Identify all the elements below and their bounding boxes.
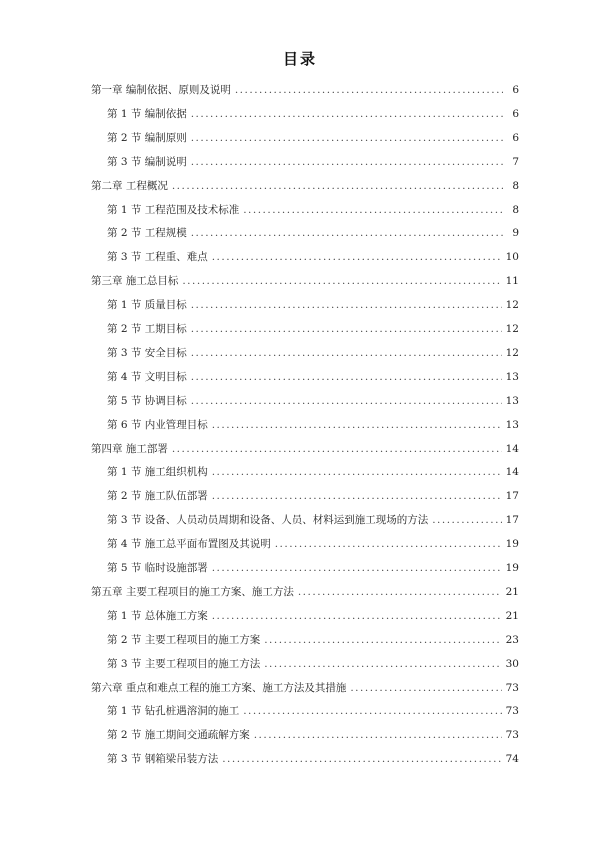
- toc-leader-dots: [212, 560, 502, 576]
- toc-section-entry[interactable]: [107, 393, 519, 409]
- toc-page-number: 6: [512, 131, 519, 144]
- toc-section-entry[interactable]: [107, 703, 519, 719]
- toc-section-entry[interactable]: [107, 106, 519, 122]
- toc-chapter-entry[interactable]: [91, 273, 519, 289]
- toc-leader-dots: [191, 154, 503, 170]
- toc-section-entry[interactable]: [107, 154, 519, 170]
- toc-entry-label: 第 1 节 编制依据: [107, 107, 187, 120]
- toc-leader-dots: [212, 608, 502, 624]
- toc-page-number: 73: [505, 705, 519, 718]
- toc-leader-dots: [191, 130, 503, 146]
- toc-section-entry[interactable]: [107, 751, 519, 767]
- toc-entry-label: 第 2 节 施工期间交通疏解方案: [107, 729, 250, 742]
- toc-leader-dots: [191, 297, 502, 313]
- toc-leader-dots: [191, 106, 503, 122]
- toc-page-number: 9: [512, 227, 519, 240]
- toc-page-number: 74: [505, 753, 519, 766]
- toc-chapter-entry[interactable]: [91, 178, 519, 194]
- toc-section-entry[interactable]: [107, 369, 519, 385]
- toc-page-number: 21: [505, 585, 519, 598]
- toc-entry-label: 第六章 重点和难点工程的施工方案、施工方法及其措施: [91, 681, 347, 694]
- toc-leader-dots: [212, 249, 502, 265]
- toc-leader-dots: [191, 369, 502, 385]
- toc-chapter-entry[interactable]: [91, 584, 519, 600]
- toc-section-entry[interactable]: [107, 656, 519, 672]
- toc-leader-dots: [172, 441, 502, 457]
- toc-section-entry[interactable]: [107, 417, 519, 433]
- toc-page-number: 6: [512, 107, 519, 120]
- toc-entry-label: 第 4 节 文明目标: [107, 370, 187, 383]
- toc-entry-label: 第五章 主要工程项目的施工方案、施工方法: [91, 585, 294, 598]
- toc-page-number: 73: [505, 681, 519, 694]
- toc-entry-label: 第 3 节 钢箱梁吊装方法: [107, 753, 219, 766]
- toc-leader-dots: [212, 464, 502, 480]
- toc-leader-dots: [235, 82, 503, 98]
- toc-chapter-entry[interactable]: [91, 82, 519, 98]
- toc-page-number: 12: [505, 323, 519, 335]
- toc-section-entry[interactable]: [107, 536, 519, 552]
- toc-leader-dots: [191, 393, 502, 409]
- toc-entry-label: 第 3 节 主要工程项目的施工方法: [107, 657, 261, 670]
- toc-entry-label: 第 3 节 编制说明: [107, 155, 187, 168]
- toc-leader-dots: [191, 225, 503, 241]
- toc-page-number: 12: [505, 299, 519, 312]
- toc-page-number: 7: [512, 155, 519, 168]
- toc-page-number: 17: [505, 514, 519, 527]
- toc-leader-dots: [182, 273, 501, 289]
- toc-entry-label: 第 1 节 总体施工方案: [107, 609, 208, 622]
- toc-leader-dots: [191, 345, 502, 361]
- toc-section-entry[interactable]: [107, 560, 519, 576]
- toc-section-entry[interactable]: [107, 488, 519, 504]
- toc-entry-label: 第 3 节 工程重、难点: [107, 251, 208, 264]
- toc-section-entry[interactable]: [107, 464, 519, 480]
- toc-page-number: 8: [512, 203, 519, 216]
- toc-leader-dots: [243, 202, 503, 218]
- toc-entry-label: 第 6 节 内业管理目标: [107, 418, 208, 431]
- toc-leader-dots: [243, 703, 501, 719]
- toc-page-number: 12: [505, 346, 519, 359]
- toc-page-number: 21: [505, 609, 519, 622]
- toc-entry-label: 第 5 节 协调目标: [107, 394, 187, 407]
- toc-page-number: 11: [505, 275, 519, 288]
- toc-leader-dots: [191, 321, 502, 337]
- toc-entry-label: 第 3 节 安全目标: [107, 346, 187, 359]
- toc-entry-label: 第二章 工程概况: [91, 179, 168, 192]
- toc-entry-label: 第一章 编制依据、原则及说明: [91, 84, 231, 96]
- toc-entry-label: 第 2 节 施工队伍部署: [107, 490, 208, 503]
- toc-section-entry[interactable]: [107, 249, 519, 265]
- toc-entry-label: 第三章 施工总目标: [91, 275, 179, 288]
- toc-entry-label: 第 5 节 临时设施部署: [107, 562, 208, 574]
- page-title: 目录: [282, 50, 317, 68]
- toc-page-number: 14: [505, 466, 519, 479]
- toc-section-entry[interactable]: [107, 608, 519, 624]
- toc-chapter-entry[interactable]: [91, 441, 519, 457]
- toc-chapter-entry[interactable]: [91, 680, 519, 696]
- toc-page-number: 19: [505, 538, 519, 551]
- toc-leader-dots: [432, 512, 501, 528]
- toc-page-number: 23: [505, 633, 519, 646]
- toc-entry-label: 第 3 节 设备、人员动员周期和设备、人员、材料运到施工现场的方法: [107, 514, 429, 527]
- toc-entry-label: 第 2 节 工期目标: [107, 323, 187, 335]
- toc-leader-dots: [264, 632, 501, 648]
- toc-page-number: 13: [505, 370, 519, 383]
- toc-section-entry[interactable]: [107, 727, 519, 743]
- toc-leader-dots: [298, 584, 502, 600]
- toc-page-number: 17: [505, 490, 519, 503]
- toc-entry-label: 第四章 施工部署: [91, 442, 168, 455]
- toc-entry-label: 第 1 节 施工组织机构: [107, 466, 208, 479]
- toc-page-number: 13: [505, 418, 519, 431]
- toc-page-number: 73: [505, 729, 519, 742]
- toc-section-entry[interactable]: [107, 297, 519, 313]
- toc-page-number: 8: [512, 179, 519, 192]
- toc-section-entry[interactable]: [107, 345, 519, 361]
- toc-section-entry[interactable]: [107, 225, 519, 241]
- toc-entry-label: 第 2 节 编制原则: [107, 131, 187, 144]
- toc-page-number: 14: [505, 442, 519, 455]
- toc-section-entry[interactable]: [107, 202, 519, 218]
- toc-leader-dots: [254, 727, 502, 743]
- toc-entry-label: 第 1 节 钻孔桩遇溶洞的施工: [107, 705, 240, 718]
- toc-page-number: 13: [505, 394, 519, 407]
- toc-page-number: 10: [505, 251, 519, 264]
- toc-page-number: 30: [505, 657, 519, 670]
- toc-entry-label: 第 2 节 主要工程项目的施工方案: [107, 633, 261, 646]
- toc-leader-dots: [212, 417, 502, 433]
- toc-leader-dots: [222, 751, 501, 767]
- toc-entry-label: 第 4 节 施工总平面布置图及其说明: [107, 538, 271, 551]
- toc-entry-label: 第 1 节 质量目标: [107, 299, 187, 312]
- toc-entry-label: 第 2 节 工程规模: [107, 227, 187, 240]
- toc-leader-dots: [172, 178, 503, 194]
- toc-section-entry[interactable]: [107, 512, 519, 528]
- toc-entry-label: 第 1 节 工程范围及技术标准: [107, 203, 240, 216]
- toc-section-entry[interactable]: [107, 321, 519, 337]
- toc-leader-dots: [212, 488, 502, 504]
- toc-leader-dots: [350, 680, 501, 696]
- toc-section-entry[interactable]: [107, 632, 519, 648]
- toc-section-entry[interactable]: [107, 130, 519, 146]
- toc-leader-dots: [275, 536, 502, 552]
- toc-leader-dots: [264, 656, 501, 672]
- toc-page-number: 19: [505, 562, 519, 574]
- toc-page-number: 6: [512, 84, 519, 96]
